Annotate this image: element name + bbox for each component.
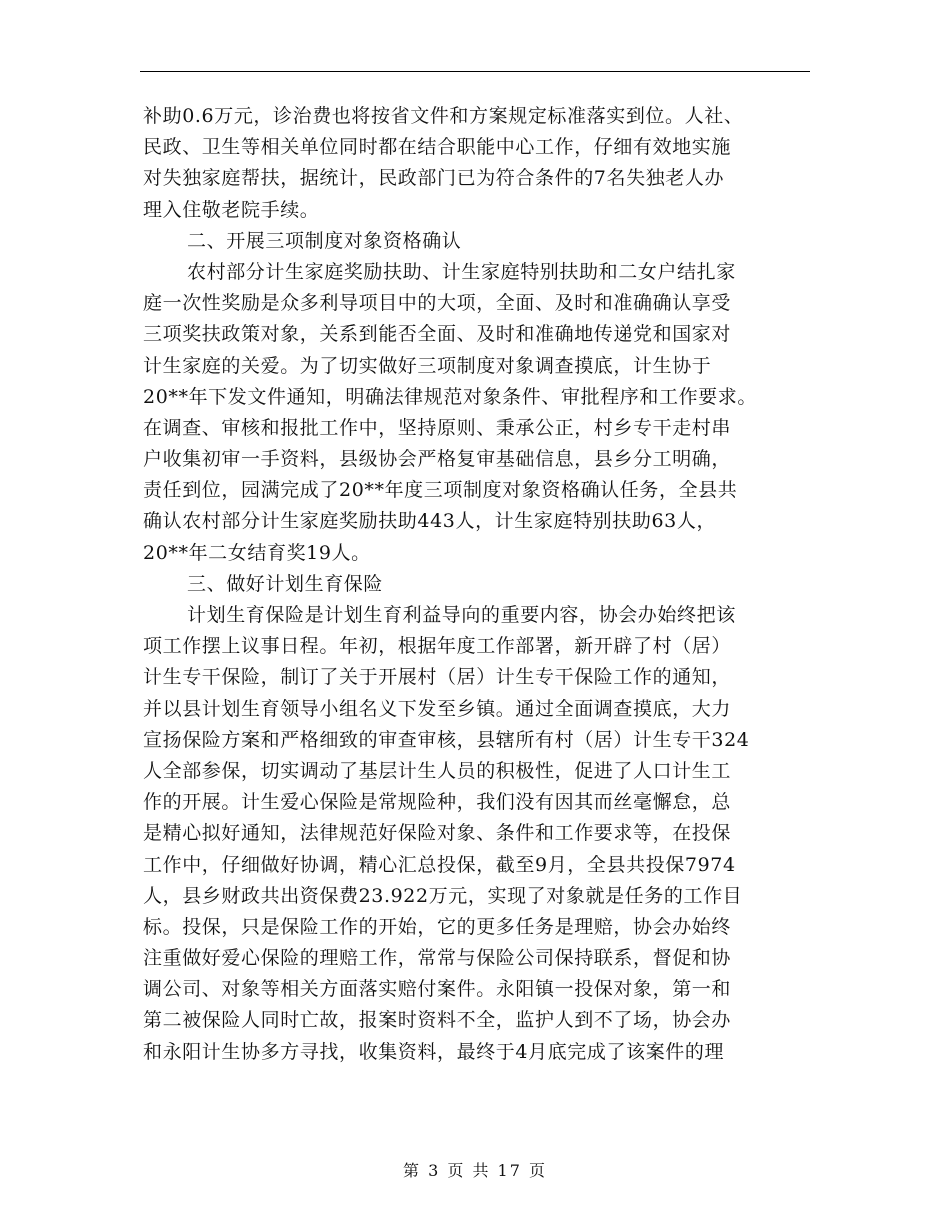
text-line: 20**年二女结育奖19人。 [143, 541, 371, 564]
text-line: 20**年下发文件通知，明确法律规范对象条件、审批程序和工作要求。 [143, 385, 757, 408]
text-line: 理入住敬老院手续。 [143, 198, 320, 221]
paragraph-start-line: 农村部分计生家庭奖励扶助、计生家庭特别扶助和二女户结扎家 [187, 260, 736, 283]
text-line: 和永阳计生协多方寻找，收集资料，最终于4月底完成了该案件的理 [143, 1040, 725, 1063]
text-line: 调公司、对象等相关方面落实赔付案件。永阳镇一投保对象，第一和 [143, 978, 732, 1001]
text-line: 计生家庭的关爱。为了切实做好三项制度对象调查摸底，计生协于 [143, 354, 712, 377]
text-line: 补助0.6万元，诊治费也将按省文件和方案规定标准落实到位。人社、 [143, 105, 744, 127]
paragraph-start-line: 三、做好计划生育保险 [187, 572, 384, 595]
text-line: 在调查、审核和报批工作中，坚持原则、秉承公正，村乡专干走村串 [143, 416, 732, 439]
text-line: 责任到位，园满完成了20**年度三项制度对象资格确认任务，全县共 [143, 479, 738, 502]
document-body [143, 101, 810, 1068]
text-line: 确认农村部分计生家庭奖励扶助443人，计生家庭特别扶助63人， [143, 510, 717, 533]
text-line: 计生专干保险，制订了关于开展村（居）计生专干保险工作的通知， [143, 666, 732, 689]
text-line: 作的开展。计生爱心保险是常规险种，我们没有因其而丝毫懈怠，总 [143, 791, 732, 814]
text-line: 第二被保险人同时亡故，报案时资料不全，监护人到不了场，协会办 [143, 1009, 732, 1032]
header-rule [140, 71, 810, 72]
paragraph-start-line: 二、开展三项制度对象资格确认 [187, 229, 462, 252]
text-line: 项工作摆上议事日程。年初，根据年度工作部署，新开辟了村（居） [143, 635, 732, 658]
text-line: 三项奖扶政策对象，关系到能否全面、及时和准确地传递党和国家对 [143, 323, 732, 346]
text-line: 是精心拟好通知，法律规范好保险对象、条件和工作要求等，在投保 [143, 822, 732, 845]
text-line: 对失独家庭帮扶，据统计，民政部门已为符合条件的7名失独老人办 [143, 167, 725, 190]
page-footer: 第 3 页 共 17 页 [403, 1161, 547, 1180]
text-line: 标。投保，只是保险工作的开始，它的更多任务是理赔，协会办始终 [143, 915, 732, 938]
text-line: 工作中，仔细做好协调，精心汇总投保，截至9月，全县共投保7974 [143, 853, 736, 876]
text-line: 并以县计划生育领导小组名义下发至乡镇。通过全面调查摸底，大力 [143, 697, 732, 720]
text-line: 民政、卫生等相关单位同时都在结合职能中心工作，仔细有效地实施 [143, 136, 732, 159]
text-line: 注重做好爱心保险的理赔工作，常常与保险公司保持联系，督促和协 [143, 947, 732, 970]
text-line: 人全部参保，切实调动了基层计生人员的积极性，促进了人口计生工 [143, 759, 732, 782]
text-line: 户收集初审一手资料，县级协会严格复审基础信息，县乡分工明确， [143, 448, 732, 471]
text-line: 人，县乡财政共出资保费23.922万元，实现了对象就是任务的工作目 [143, 884, 743, 907]
paragraph-start-line: 计划生育保险是计划生育利益导向的重要内容，协会办始终把该 [187, 604, 736, 626]
text-line: 庭一次性奖励是众多利导项目中的大项，全面、及时和准确确认享受 [143, 292, 732, 315]
text-line: 宣扬保险方案和严格细致的审查审核，县辖所有村（居）计生专干324 [143, 728, 750, 751]
